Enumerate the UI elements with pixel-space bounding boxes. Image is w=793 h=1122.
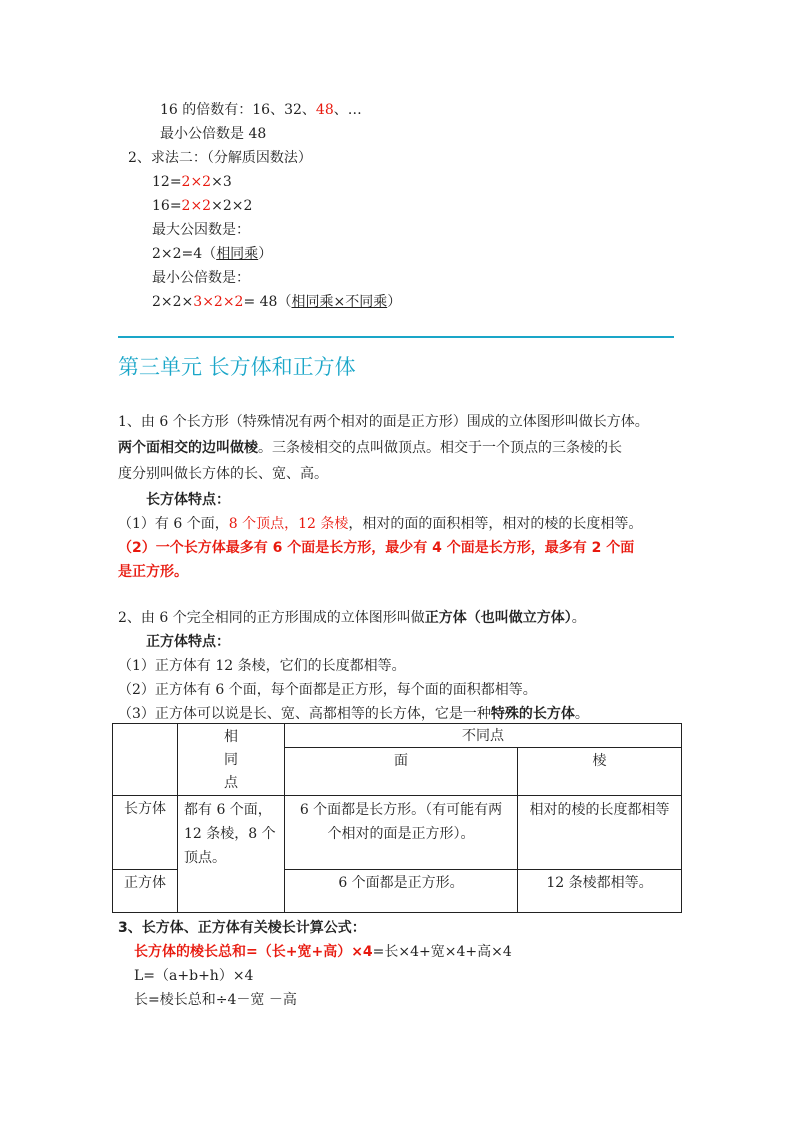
cube-feature-1: （1）正方体有 12 条棱，它们的长度都相等。 (118, 658, 406, 674)
formula-line-1: 长方体的棱长总和=（长+宽+高）×4=长×4+宽×4+高×4 (134, 944, 512, 960)
cube-face-cell: 6 个面都是正方形。 (285, 870, 518, 913)
cuboid-face-cell: 6 个面都是长方形。（有可能有两个相对的面是正方形）。 (285, 796, 518, 870)
cuboid-definition-line2: 两个面相交的边叫做棱。三条棱相交的点叫做顶点。相交于一个顶点的三条棱的长 (118, 440, 622, 456)
gcf-calc-line: 2×2=4（相同乘） (152, 246, 273, 262)
cube-edge-cell: 12 条棱都相等。 (518, 870, 682, 913)
row-label-cube: 正方体 (113, 870, 178, 913)
edge-header: 棱 (518, 748, 682, 796)
lcm-calc-line: 2×2×3×2×2= 48（相同乘×不同乘） (152, 294, 402, 310)
lcm-label: 最小公倍数是： (152, 270, 250, 286)
formula-line-3: 长=棱长总和÷4－宽 －高 (134, 992, 297, 1008)
cuboid-feature-2-line2: 是正方形。 (118, 564, 188, 580)
factor-12-line: 12=2×2×3 (152, 174, 232, 190)
multiples-of-16-line: 16 的倍数有：16、32、48、… (160, 102, 362, 118)
cube-feature-2: （2）正方体有 6 个面，每个面都是正方形，每个面的面积都相等。 (118, 682, 537, 698)
cuboid-edge-cell: 相对的棱的长度都相等 (518, 796, 682, 870)
cube-features-title: 正方体特点： (146, 634, 230, 650)
cuboid-feature-1: （1）有 6 个面，8 个顶点，12 条棱，相对的面的面积相等，相对的棱的长度相等。 (118, 516, 643, 532)
lcm-result-line: 最小公倍数是 48 (160, 126, 267, 142)
cube-feature-3: （3）正方体可以说是长、宽、高都相等的长方体，它是一种特殊的长方体。 (118, 706, 589, 722)
formula-line-2: L=（a+b+h）×4 (134, 968, 254, 984)
gcf-label: 最大公因数是： (152, 222, 250, 238)
face-header: 面 (285, 748, 518, 796)
highlight-48: 48 (315, 102, 334, 118)
cuboid-feature-2-line1: （2）一个长方体最多有 6 个面是长方形，最少有 4 个面是长方形，最多有 2 个面 (118, 540, 635, 556)
factor-16-line: 16=2×2×2×2 (152, 198, 253, 214)
formula-title: 3、长方体、正方体有关棱长计算公式： (118, 920, 366, 936)
unit-title: 第三单元 长方体和正方体 (118, 355, 356, 379)
cuboid-definition-line1: 1、由 6 个长方形（特殊情况有两个相对的面是正方形）围成的立体图形叫做长方体。 (118, 414, 649, 430)
cube-definition: 2、由 6 个完全相同的正方形围成的立体图形叫做正方体（也叫做立方体）。 (118, 610, 586, 626)
same-header: 相同点 (178, 724, 285, 796)
row-label-cuboid: 长方体 (113, 796, 178, 870)
same-points-cell: 都有 6 个面，12 条棱，8 个顶点。 (178, 796, 285, 913)
diff-header: 不同点 (285, 724, 682, 748)
table-corner-cell (113, 724, 178, 796)
method-two-line: 2、求法二：（分解质因数法） (128, 150, 312, 166)
comparison-table (112, 723, 682, 913)
cuboid-features-title: 长方体特点： (146, 492, 230, 508)
cuboid-definition-line3: 度分别叫做长方体的长、宽、高。 (118, 466, 328, 482)
section-divider (118, 336, 674, 338)
